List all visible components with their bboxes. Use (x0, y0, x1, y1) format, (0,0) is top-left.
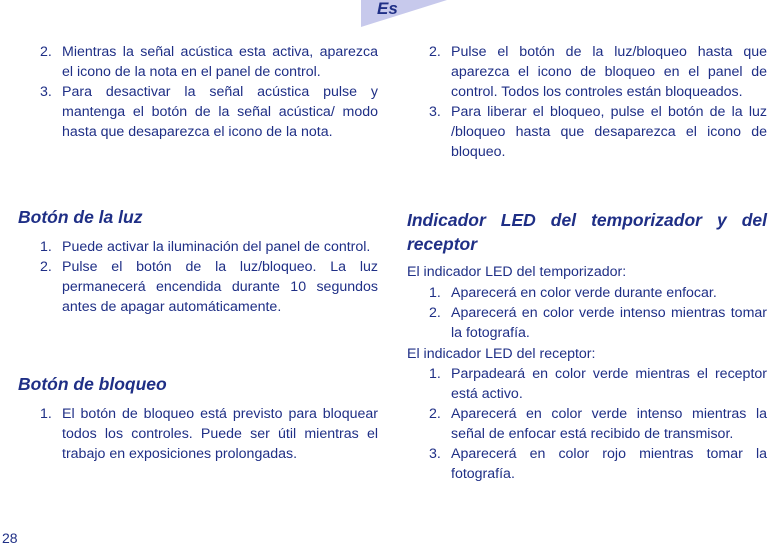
list-item (407, 404, 767, 444)
receiver-led-label: El indicador LED del receptor: (407, 346, 596, 362)
list-item-text: Para liberar el bloqueo, pulse el botón de la luz /bloqueo hasta que desaparezca el icono de bloqueo. (451, 104, 767, 160)
list-item-text: El botón de bloqueo está previsto para bloquear todos los controles. Puede ser útil mientras el trabajo en exposiciones prolongadas. (62, 406, 378, 462)
list-item-number: 2. (40, 259, 52, 275)
list-item-number: 2. (429, 305, 441, 321)
list-item-number: 2. (429, 44, 441, 60)
list-item-number: 3. (40, 84, 52, 100)
timer-led-label: El indicador LED del temporizador: (407, 264, 627, 280)
section-title-lock-button: Botón de bloqueo (18, 374, 167, 394)
list-item-number: 1. (40, 406, 52, 422)
list-item (18, 404, 378, 464)
list-item (18, 237, 378, 257)
page-number: 28 (2, 530, 18, 546)
list-item-text: Pulse el botón de la luz/bloqueo. La luz permanecerá encendida durante 10 segundos antes de apagar automáticamente. (62, 259, 378, 315)
list-item (407, 42, 767, 102)
list-item-number: 3. (429, 104, 441, 120)
lock-button-list (18, 404, 378, 464)
receiver-led-list (407, 364, 767, 484)
list-item (18, 82, 378, 142)
list-item-text: Aparecerá en color verde intenso mientras la señal de enfocar está recibido de transmisor. (451, 406, 767, 442)
list-item (407, 444, 767, 484)
section-title-light-button: Botón de la luz (18, 207, 143, 227)
list-item-text: Aparecerá en color verde intenso mientras tomar la fotografía. (451, 305, 767, 341)
list-item-text: Parpadeará en color verde mientras el receptor está activo. (451, 366, 767, 402)
list-item-text: Puede activar la iluminación del panel de control. (62, 239, 371, 255)
light-button-list (18, 237, 378, 317)
list-item (407, 303, 767, 343)
list-item-number: 3. (429, 446, 441, 462)
section-title-led-indicator: Indicador LED del temporizador y del receptor (407, 210, 767, 254)
timer-led-list (407, 283, 767, 343)
list-item-text: Aparecerá en color verde durante enfocar. (451, 285, 717, 301)
list-item-text: Aparecerá en color rojo mientras tomar la fotografía. (451, 446, 767, 482)
list-item (18, 42, 378, 82)
list-item (407, 102, 767, 162)
list-item-text: Mientras la señal acústica esta activa, aparezca el icono de la nota en el panel de control. (62, 44, 378, 80)
left-intro-list (18, 42, 378, 142)
language-tab (361, 0, 447, 27)
list-item-number: 1. (429, 285, 441, 301)
list-item (18, 257, 378, 317)
language-label: Es (377, 0, 398, 18)
list-item-number: 2. (40, 44, 52, 60)
list-item-number: 1. (429, 366, 441, 382)
list-item (407, 364, 767, 404)
list-item-number: 1. (40, 239, 52, 255)
list-item-text: Pulse el botón de la luz/bloqueo hasta que aparezca el icono de bloqueo en el panel de control. Todos los controles están bloqueados. (451, 44, 767, 100)
language-tab-shape (361, 0, 447, 27)
list-item-number: 2. (429, 406, 441, 422)
list-item-text: Para desactivar la señal acústica pulse y mantenga el botón de la señal acústica/ modo hasta que desaparezca el icono de la nota. (62, 84, 378, 140)
list-item (407, 283, 767, 303)
right-intro-list (407, 42, 767, 162)
